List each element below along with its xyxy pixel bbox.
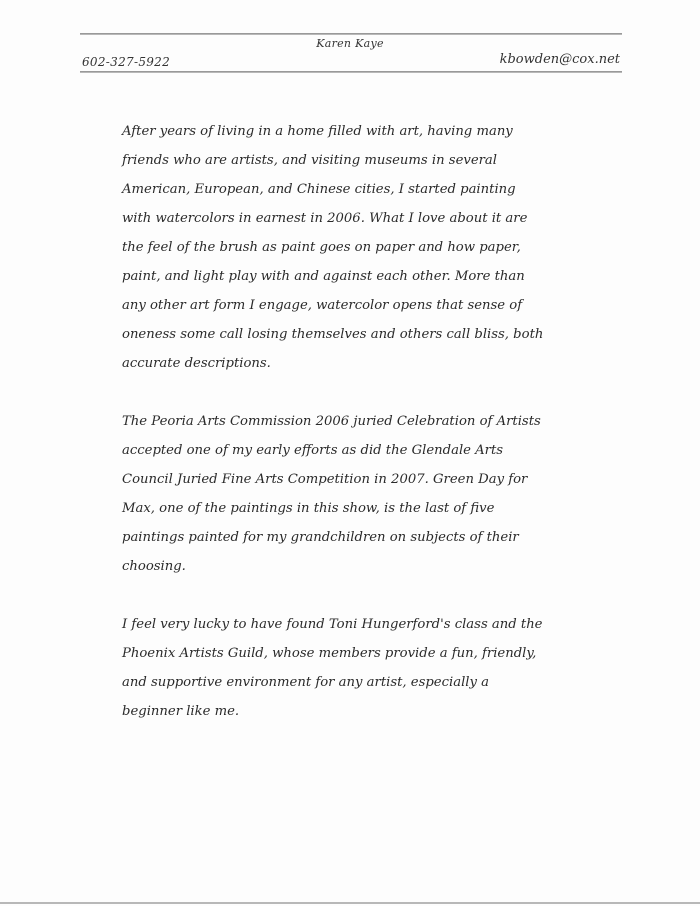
text-line: oneness some call losing themselves and others call bliss, both: [122, 327, 544, 342]
text-line: The Peoria Arts Commission 2006 juried Celebration of Artists: [122, 414, 541, 429]
text-line: paint, and light play with and against each other. More than: [122, 269, 525, 284]
paragraph-3: [122, 610, 592, 726]
text-line: friends who are artists, and visiting museums in several: [122, 153, 498, 168]
text-line: I feel very lucky to have found Toni Hungerford's class and the: [122, 617, 543, 632]
text-line: After years of living in a home filled with art, having many: [122, 124, 513, 139]
text-line: with watercolors in earnest in 2006. What I love about it are: [122, 211, 528, 226]
text-line: Phoenix Artists Guild, whose members provide a fun, friendly,: [122, 646, 537, 661]
text-line: any other art form I engage, watercolor opens that sense of: [122, 298, 523, 313]
statement-body: [122, 117, 592, 755]
text-line: Council Juried Fine Arts Competition in 2007. Green Day for: [122, 472, 528, 487]
paragraph-2: [122, 407, 592, 581]
paragraph-1: [122, 117, 592, 378]
email-address: kbowden@cox.net: [499, 52, 620, 67]
text-line: the feel of the brush as paint goes on paper and how paper,: [122, 240, 521, 255]
text-line: paintings painted for my grandchildren on subjects of their: [122, 530, 519, 545]
header-bottom-rule: [80, 71, 622, 73]
text-line: beginner like me.: [122, 704, 240, 719]
text-line: accurate descriptions.: [122, 356, 271, 371]
text-line: Max, one of the paintings in this show, is the last of five: [122, 501, 495, 516]
author-name: Karen Kaye: [316, 37, 384, 50]
text-line: American, European, and Chinese cities, I started painting: [122, 182, 516, 197]
header-top-rule: [80, 33, 622, 35]
page-bottom-edge: [0, 902, 700, 904]
text-line: and supportive environment for any artist, especially a: [122, 675, 490, 690]
text-line: accepted one of my early efforts as did the Glendale Arts: [122, 443, 504, 458]
phone-number: 602-327-5922: [82, 55, 171, 69]
text-line: choosing.: [122, 559, 186, 574]
